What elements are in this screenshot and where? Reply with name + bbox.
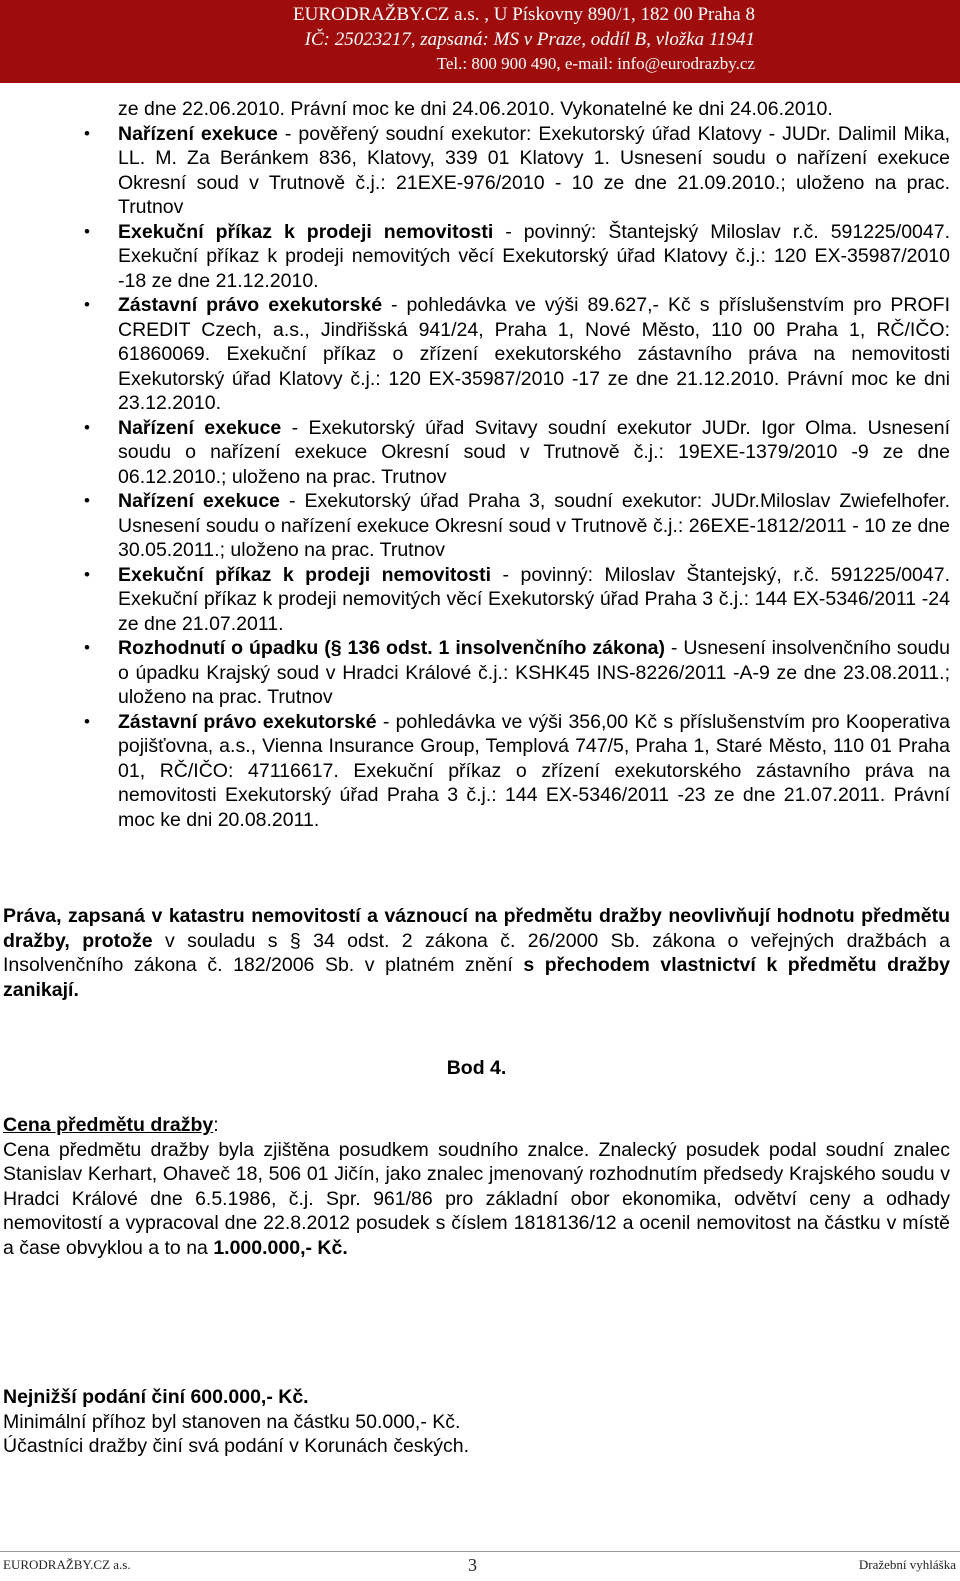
bullet-icon: • <box>84 711 90 731</box>
section-title: Bod 4. <box>446 1057 507 1079</box>
footer-doc-title: Dražební vyhláška <box>858 1557 956 1572</box>
item-text: - povinný: Štantejský Miloslav r.č. 591225/0047. Exekuční příkaz k prodeji nemovitých věcí Exekutorský úřad Klatovy č.j.: 120 EX-35987/2010 -18 ze dne 21.12.2010. <box>118 220 950 292</box>
footer-divider <box>0 1551 960 1552</box>
item-text: - pohledávka ve výši 356,00 Kč s příslušenstvím pro Kooperativa pojišťovna, a.s., Vienna Insurance Group, Templová 747/5, Praha 1, Staré Město, 110 01 Praha 01, RČ/IČO: 47116617. Exekuční příkaz o zřízení exekutorského zástavního práva na nemovitosti Exekutorský úřad Praha 3 č.j.: 144 EX-5346/2011 -23 ze dne 21.07.2011. Právní moc ke dni 20.08.2011. <box>118 710 950 831</box>
price-heading: Cena předmětu dražby <box>3 1114 214 1136</box>
item-title: Nařízení exekuce <box>118 490 280 512</box>
header-contact: Tel.: 800 900 490, e-mail: info@eurodrazby.cz <box>436 54 755 73</box>
page-number: 3 <box>468 1555 477 1575</box>
price-text: Cena předmětu dražby byla zjištěna posudkem soudního znalce. Znalecký posudek podal soudní znalec Stanislav Kerhart, Ohaveč 18, 506 01 Jičín, jako znalec jmenovaný rozhodnutím předsedy Krajského soudu v Hradci Králové dne 6.5.1986, č.j. Spr. 961/86 pro základní obor ekonomika, odvětví ceny a odhady nemovitostí a vypracoval dne 22.8.2012 posudek s číslem 1818136/12 a ocenil nemovitost na částku v místě a čase obvyklou a to na <box>3 1138 950 1259</box>
bid-section <box>3 1385 950 1459</box>
encumbrance-item <box>84 122 950 220</box>
rights-bold-end: s přechodem vlastnictví k předmětu dražby zanikají. <box>3 954 950 1001</box>
encumbrance-item <box>84 563 951 637</box>
price-section <box>3 1113 950 1260</box>
encumbrance-item <box>84 416 950 490</box>
company-header <box>0 0 960 83</box>
item-text: - Usnesení insolvenčního soudu o úpadku Krajský soud v Hradci Králové č.j.: KSHK45 INS-8226/2011 -A-9 ze dne 23.08.2011.; uloženo na prac. Trutnov <box>118 637 950 708</box>
rights-text: v souladu s § 34 odst. 2 zákona č. 26/2000 Sb. zákona o veřejných dražbách a Insolvenčního zákona č. 182/2006 Sb. v platném znění <box>3 929 950 976</box>
currency-note: Účastníci dražby činí svá podání v Korunách českých. <box>3 1435 470 1457</box>
item-text: - povinný: Miloslav Štantejský, r.č. 591225/0047. Exekuční příkaz k prodeji nemovitých věcí Exekutorský úřad Praha 3 č.j.: 144 EX-5346/2011 -24 ze dne 21.07.2011. <box>118 563 951 635</box>
footer-company: EURODRAŽBY.CZ a.s. <box>3 1557 131 1572</box>
encumbrance-item <box>84 636 950 710</box>
item-title: Exekuční příkaz k prodeji nemovitosti <box>118 563 492 586</box>
encumbrance-item <box>84 710 950 833</box>
item-title: Nařízení exekuce <box>118 122 278 145</box>
encumbrance-item <box>84 220 950 294</box>
page-footer <box>0 1553 960 1581</box>
encumbrance-item <box>84 293 950 416</box>
bullet-icon: • <box>84 564 90 584</box>
item-title: Zástavní právo exekutorské <box>118 294 383 316</box>
item-title: Rozhodnutí o úpadku (§ 136 odst. 1 insolvenčního zákona) <box>118 637 665 659</box>
price-amount: 1.000.000,- Kč. <box>213 1236 348 1259</box>
item-title: Zástavní právo exekutorské <box>118 710 377 733</box>
item-title: Nařízení exekuce <box>118 416 282 439</box>
item-title: Exekuční příkaz k prodeji nemovitosti <box>118 220 494 243</box>
header-registration: IČ: 25023217, zapsaná: MS v Praze, oddíl B, vložka 11941 <box>304 29 755 50</box>
encumbrance-item <box>84 489 950 563</box>
encumbrance-list <box>84 97 951 832</box>
bullet-icon: • <box>84 491 90 510</box>
lowest-bid: Nejnižší podání činí 600.000,- Kč. <box>3 1386 309 1408</box>
bullet-icon: • <box>84 221 90 241</box>
bullet-icon: • <box>84 295 90 314</box>
encumbrance-items <box>84 122 951 833</box>
item-text: - pohledávka ve výši 89.627,- Kč s příslušenstvím pro PROFI CREDIT Czech, a.s., Jindřišská 941/24, Praha 1, Nové Město, 110 00 Praha 1, RČ/IČO: 61860069. Exekuční příkaz o zřízení exekutorského zástavního práva na nemovitosti Exekutorský úřad Klatovy č.j.: 120 EX-35987/2010 -17 ze dne 21.12.2010. Právní moc ke dni 23.12.2010. <box>118 294 950 414</box>
item-text: - Exekutorský úřad Svitavy soudní exekutor JUDr. Igor Olma. Usnesení soudu o nařízení exekuce Okresní soud v Trutnově č.j.: 19EXE-1379/2010 -9 ze dne 06.12.2010.; uloženo na prac. Trutnov <box>118 416 950 488</box>
item-text: - Exekutorský úřad Praha 3, soudní exekutor: JUDr.Miloslav Zwiefelhofer. Usnesení soudu o nařízení exekuce Okresní soud v Trutnově č.j.: 26EXE-1812/2011 - 10 ze dne 30.05.2011.; uloženo na prac. Trutnov <box>118 490 950 561</box>
header-company-address: EURODRAŽBY.CZ a.s. , U Pískovny 890/1, 182 00 Praha 8 <box>293 4 755 25</box>
rights-paragraph <box>3 904 950 1002</box>
price-heading-colon: : <box>213 1114 219 1136</box>
item-text: - pověřený soudní exekutor: Exekutorský úřad Klatovy - JUDr. Dalimil Mika, LL. M. Za Beránkem 836, Klatovy, 339 01 Klatovy 1. Usnesení soudu o nařízení exekuce Okresní soud v Trutnově č.j.: 21EXE-976/2010 - 10 ze dne 21.09.2010.; uloženo na prac. Trutnov <box>118 122 950 218</box>
bullet-icon: • <box>84 638 90 657</box>
bullet-icon: • <box>84 417 90 437</box>
min-increment: Minimální příhoz byl stanoven na částku 50.000,- Kč. <box>3 1410 461 1433</box>
bullet-icon: • <box>84 123 90 143</box>
rights-bold-lead: Práva, zapsaná v katastru nemovitostí a váznoucí na předmětu dražby neovlivňují hodnotu předmětu dražby, protože <box>3 905 950 952</box>
continued-text: ze dne 22.06.2010. Právní moc ke dni 24.06.2010. Vykonatelné ke dni 24.06.2010. <box>118 98 833 120</box>
